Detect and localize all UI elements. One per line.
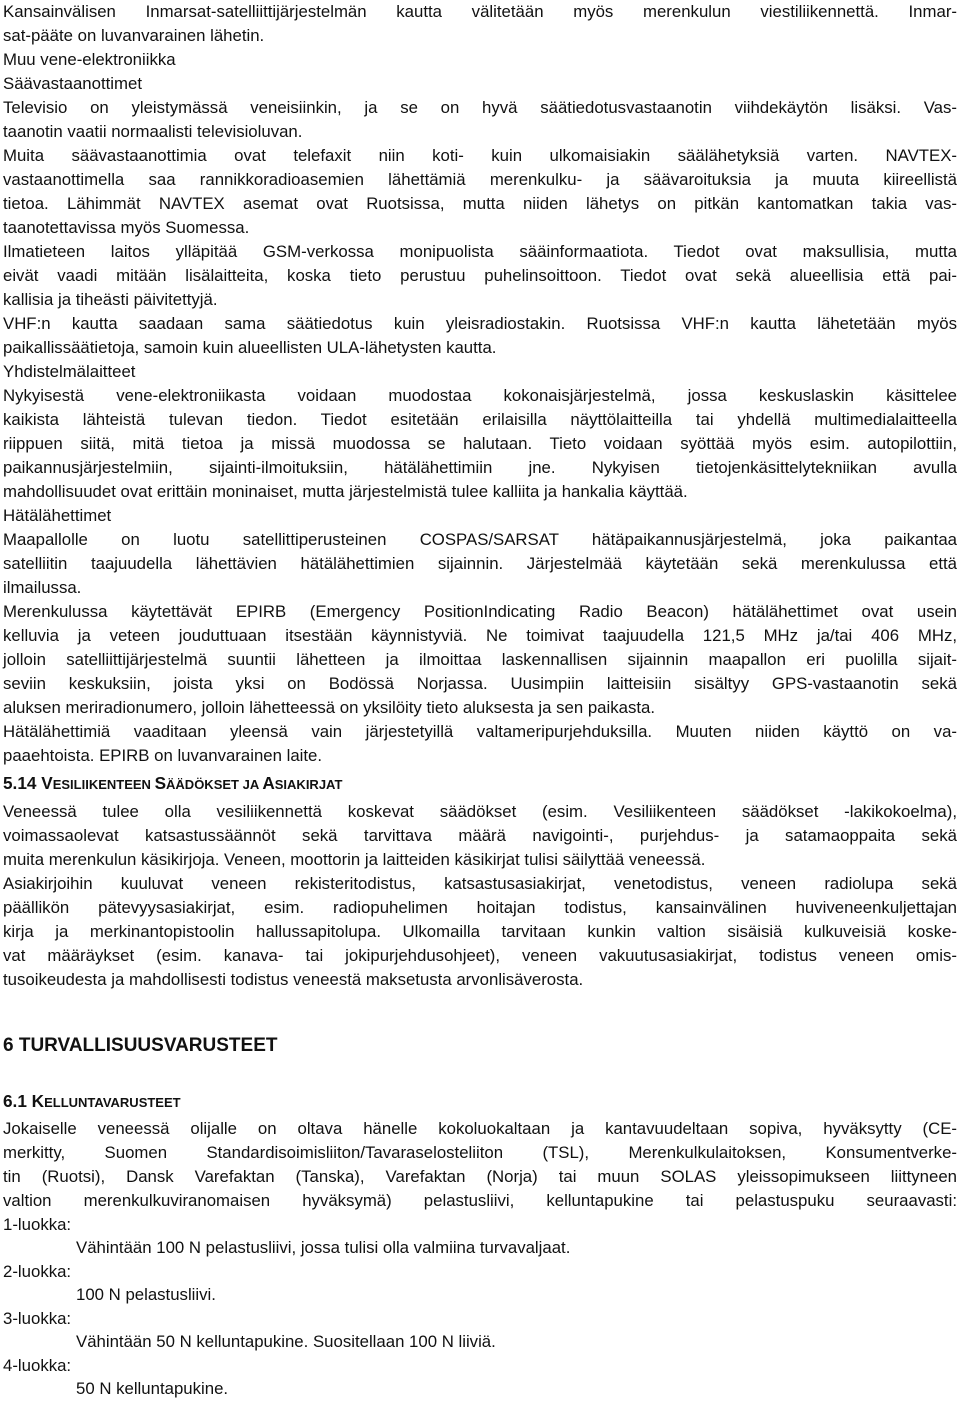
body-text-line: paikallissäätietoja, samoin kuin alueellisten ULA-lähetysten kautta. [3,338,497,357]
chapter-heading-6: 6 TURVALLISUUSVARUSTEET [3,1035,278,1056]
body-text-line: tusoikeudesta ja mahdollisesti todistus veneestä maksetusta arvonlisäverosta. [3,970,584,989]
body-text-line: vat määräykset (esim. kanava- tai jokipurjehdusohjeet), veneen vakuutusasiakirjat, todistus veneen omis- [3,946,957,965]
section-heading-5-14 [3,771,342,797]
body-text-line: Muita säävastaanottimia ovat telefaxit niin koti- kuin ulkomaisiakin säälähetyksiä varten. NAVTEX- [3,146,957,165]
class-label: 3-luokka: [3,1309,72,1328]
body-text-line: Ilmatieteen laitos ylläpitää GSM-verkossa monipuolista sääinformaatiota. Tiedot ovat maksullisia, mutta [3,242,957,261]
body-text-line: voimassaolevat katsastussäännöt sekä tarvittava määrä navigointi-, purjehdus- ja satamaoppaita sekä [3,826,957,845]
body-text-line: Nykyisestä vene-elektroniikasta voidaan muodostaa kokonaisjärjestelmä, jossa keskuslaskin käsittelee [3,386,957,405]
body-text-line: valtion merenkulkuviranomaisen hyväksymä) pelastusliivi, kelluntapukine tai pelastuspuku seuraavasti: [3,1191,957,1210]
heading-part: ESILIIKENTEEN [52,777,155,792]
body-text-line: jolloin satelliittijärjestelmä suuntii lähetteen ja ilmoittaa laskennallisen sijainnin maapallon eri puolilla sijait- [3,650,957,669]
body-text-line: Veneessä tulee olla vesiliikennettä koskevat säädökset (esim. Vesiliikenteen säädökset -lakikokoelma), [3,802,957,821]
body-text-line: mahdollisuudet ovat erittäin moninaiset, mutta järjestelmistä tulee kalliita ja hankalia käyttää. [3,482,688,501]
section-heading-6-1 [3,1089,181,1115]
body-text-line: VHF:n kautta saadaan sama säätiedotus kuin yleisradiostakin. Ruotsissa VHF:n kautta lähetetään myös [3,314,957,333]
body-text-line: satelliitin taajuudella lähettävien hätälähettimien sijainnin. Järjestelmää käytetään sekä merenkulussa että [3,554,957,573]
body-text-line: taanotettavissa myös Suomessa. [3,218,250,237]
body-text-line: kelluvia ja veteen jouduttuaan itsestään käynnistyviä. Ne toimivat taajuudella 121,5 MHz ja/tai 406 MHz, [3,626,957,645]
heading-part: ÄÄDÖKSET JA [166,777,263,792]
class-label: 1-luokka: [3,1215,72,1234]
class-description: Vähintään 50 N kelluntapukine. Suositellaan 100 N liiviä. [76,1332,496,1351]
body-text-line: ilmailussa. [3,578,82,597]
body-text-line: Jokaiselle veneessä olijalle on oltava hänelle kokoluokaltaan ja kantavuudeltaan sopiva, hyväksytty (CE- [3,1119,957,1138]
body-text-line: muita merenkulun käsikirjoja. Veneen, moottorin ja laitteiden käsikirjat tulisi säilyttää veneessä. [3,850,706,869]
body-text-line: eivät vaadi mitään lisälaitteita, koska tieto perustuu puhelinsoittoon. Tiedot ovat sekä alueellisia että pai- [3,266,957,285]
body-text-line: sat-pääte on luvanvarainen lähetin. [3,26,265,45]
heading-part: A [262,773,275,793]
body-text-line: Televisio on yleistymässä veneisiinkin, ja se on hyvä säätiedotusvastaanotin viihdekäytön lisäksi. Vas- [3,98,957,117]
class-description: 100 N pelastusliivi. [76,1285,216,1304]
body-text-line: tietoa. Lähimmät NAVTEX asemat ovat Ruotsissa, mutta niiden lähetys on pitkän kantomatkan takia vas- [3,194,957,213]
body-text-line: kirja ja merkinantopistoolin hallussapitolupa. Ulkomailla tarvitaan kunkin valtion sisäisiä kulkuveisiä koske- [3,922,957,941]
subheading-weather-receivers: Säävastaanottimet [3,74,142,93]
body-text-line: tin (Ruotsi), Dansk Varefaktan (Tanska), Varefaktan (Norja) tai muun SOLAS yleissopimukseen liittyneen [3,1167,957,1186]
class-description: 50 N kelluntapukine. [76,1379,229,1398]
subheading-distress-beacons: Hätälähettimet [3,506,112,525]
class-label: 4-luokka: [3,1356,72,1375]
subheading-combined-devices: Yhdistelmälaitteet [3,362,136,381]
body-text-line: vastaanottimella saa rannikkoradioasemien lähettämiä merenkulku- ja säävaroituksia ja muuta kiireellistä [3,170,957,189]
body-text-line: Hätälähettimiä vaaditaan yleensä vain järjestetyillä valtameripurjehduksilla. Muuten niiden käyttö on va- [3,722,957,741]
heading-part: V [41,773,53,793]
body-text-line: Maapallolle on luotu satellittiperusteinen COSPAS/SARSAT hätäpaikannusjärjestelmä, joka paikantaa [3,530,957,549]
subheading-other-electronics: Muu vene-elektroniikka [3,50,176,69]
section-number: 5.14 [3,773,42,793]
body-text-line: paaehtoista. EPIRB on luvanvarainen laite. [3,746,323,765]
class-description: Vähintään 100 N pelastusliivi, jossa tulisi olla valmiina turvavaljaat. [76,1238,571,1257]
heading-part: ELLUNTAVARUSTEET [44,1095,181,1110]
heading-part: S [154,773,167,793]
body-text-line: Merenkulussa käytettävät EPIRB (Emergency PositionIndicating Radio Beacon) hätälähettimet ovat usein [3,602,957,621]
class-label: 2-luokka: [3,1262,72,1281]
body-text-line: Kansainvälisen Inmarsat-satelliittijärjestelmän kautta välitetään myös merenkulun viestiliikennettä. Inmar- [3,2,957,21]
body-text-line: aluksen meriradionumero, jolloin lähetteessä on yksilöity tieto aluksesta ja sen paikasta. [3,698,656,717]
body-text-line: kaikista lähteistä tulevan tiedon. Tiedot esitetään erilaisilla näyttölaitteilla tai yhdellä multimedialaitteella [3,410,957,429]
body-text-line: päällikön pätevyysasiakirjat, esim. radiopuhelimen hoitajan todistus, kansainvälinen huviveneenkuljettajan [3,898,957,917]
body-text-line: kallisia ja tiheästi päivitettyjä. [3,290,218,309]
section-number: 6.1 [3,1091,32,1111]
body-text-line: seviin keskuksiin, joista yksi on Bodössä Norjassa. Uusimpiin laitteisiin sisältyy GPS-vastaanotin sekä [3,674,957,693]
heading-part: SIAKIRJAT [274,777,343,792]
body-text-line: paikannusjärjestelmiin, sijainti-ilmoituksiin, hätälähettimiin jne. Nykyisen tietojenkäsittelytekniikan avulla [3,458,957,477]
body-text-line: merkitty, Suomen Standardisoimisliiton/Tavaraselosteliiton (TSL), Merenkulkulaitoksen, Konsumentverke- [3,1143,957,1162]
body-text-line: riippuen siitä, mitä tietoa ja missä muodossa se halutaan. Tieto voidaan syöttää myös esim. autopilottiin, [3,434,957,453]
body-text-line: Asiakirjoihin kuuluvat veneen rekisteritodistus, katsastusasiakirjat, venetodistus, veneen radiolupa sekä [3,874,957,893]
body-text-line: taanotin vaatii normaalisti televisioluvan. [3,122,303,141]
heading-part: K [31,1091,45,1111]
